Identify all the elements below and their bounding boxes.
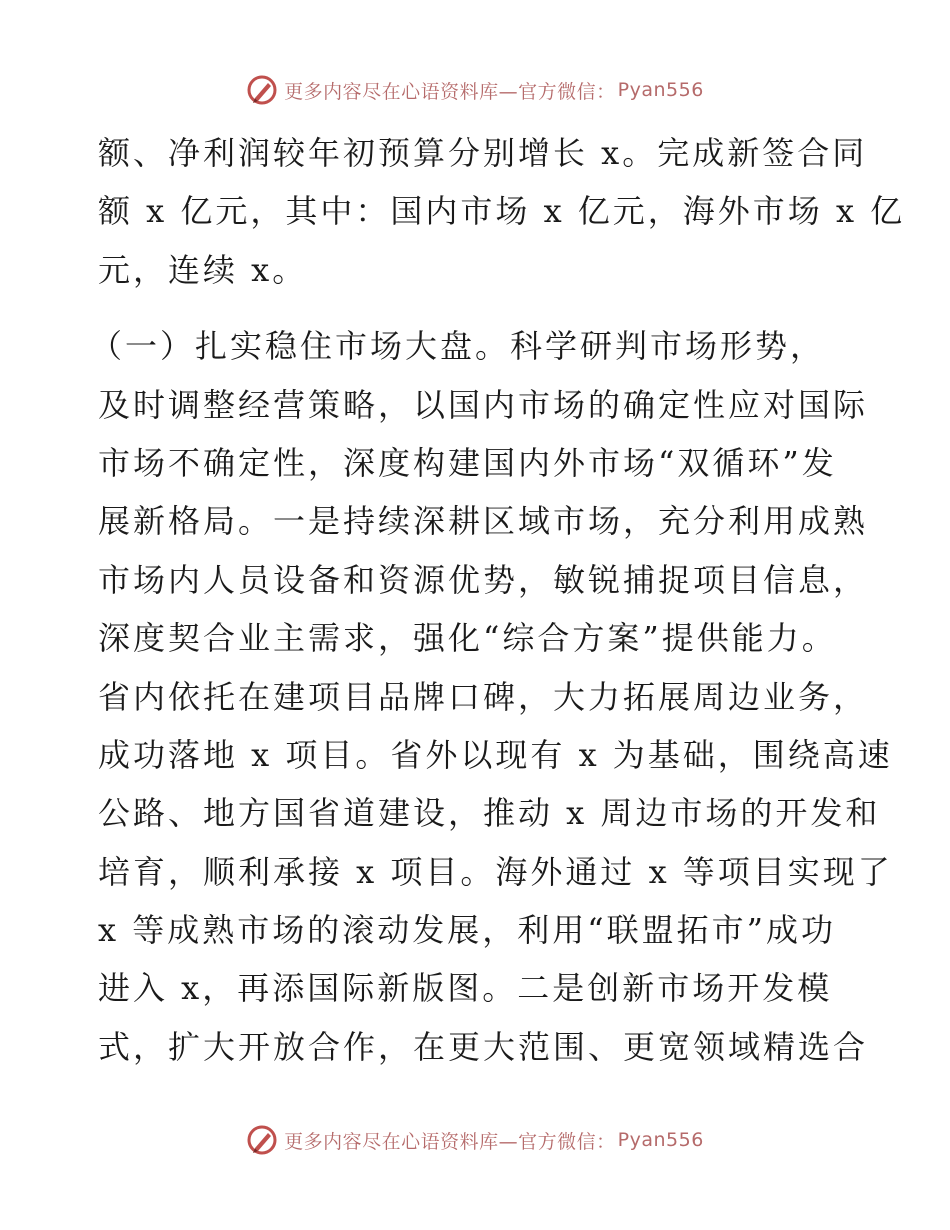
watermark-wechat-id: Pyan556 — [617, 79, 704, 101]
text-line: 展新格局。一是持续深耕区域市场，充分利用成熟 — [98, 502, 869, 541]
text-line: 及时调整经营策略，以国内市场的确定性应对国际 — [98, 385, 869, 424]
text-line: x 等成熟市场的滚动发展，利用“联盟拓市”成功 — [98, 911, 836, 950]
pen-logo-icon — [246, 74, 278, 106]
text-line: 培育，顺利承接 x 项目。海外通过 x 等项目实现了 — [98, 852, 893, 891]
text-line: 额、净利润较年初预算分别增长 x。完成新签合同 — [98, 134, 868, 172]
document-body — [90, 124, 906, 1076]
text-line: 省内依托在建项目品牌口碑，大力拓展周边业务， — [98, 677, 869, 716]
watermark-text: 更多内容尽在心语资料库—官方微信： — [284, 80, 616, 103]
paragraph-2 — [90, 317, 893, 1076]
paragraph-1 — [98, 124, 906, 299]
text-line: 元，连续 x。 — [98, 250, 308, 289]
header-watermark — [0, 74, 950, 106]
watermark-text: 更多内容尽在心语资料库—官方微信： — [284, 1130, 616, 1153]
text-line: 市场不确定性，深度构建国内外市场“双循环”发 — [98, 443, 837, 482]
text-line: 进入 x，再添国际新版图。二是创新市场开发模 — [98, 969, 833, 1008]
text-line: 深度契合业主需求，强化“综合方案”提供能力。 — [98, 619, 837, 658]
text-line: 市场内人员设备和资源优势，敏锐捕捉项目信息， — [98, 560, 869, 599]
pen-logo-icon — [246, 1124, 278, 1156]
section-heading-line: （一）扎实稳住市场大盘。科学研判市场形势， — [90, 327, 826, 366]
text-line: 成功落地 x 项目。省外以现有 x 为基础，围绕高速 — [98, 735, 893, 774]
text-line: 式，扩大开放合作，在更大范围、更宽领域精选合 — [98, 1027, 869, 1066]
text-line: 额 x 亿元，其中：国内市场 x 亿元，海外市场 x 亿 — [98, 192, 906, 231]
footer-watermark — [0, 1124, 950, 1156]
text-line: 公路、地方国省道建设，推动 x 周边市场的开发和 — [98, 794, 881, 833]
watermark-wechat-id: Pyan556 — [617, 1129, 704, 1151]
